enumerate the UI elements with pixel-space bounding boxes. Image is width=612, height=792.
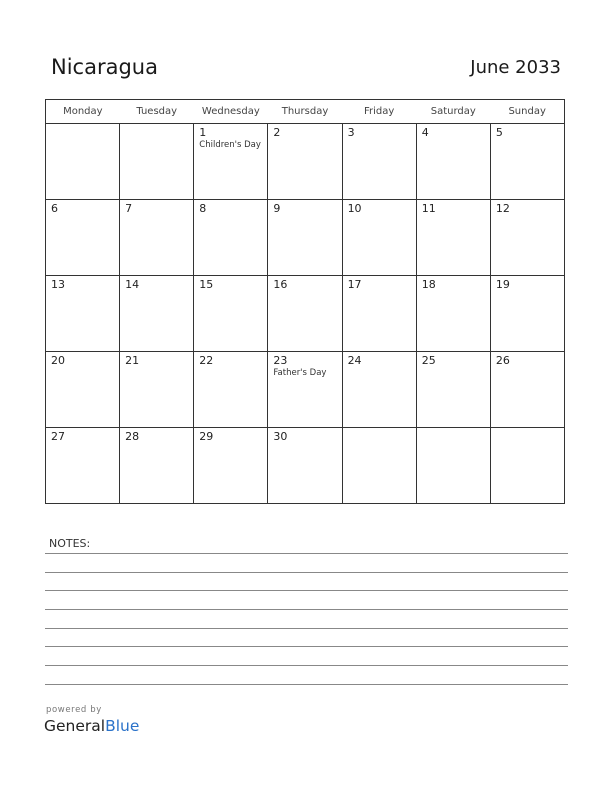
day-number: 9 — [273, 202, 281, 215]
day-number: 15 — [199, 278, 214, 291]
day-cell — [120, 124, 194, 200]
logo-general: General — [44, 717, 106, 735]
day-cell — [416, 124, 490, 200]
day-number: 22 — [199, 354, 214, 367]
day-number: 11 — [421, 202, 436, 215]
calendar-grid — [45, 99, 565, 504]
day-cell — [268, 428, 342, 504]
day-cell — [46, 200, 120, 276]
day-number: 14 — [125, 278, 140, 291]
day-number: 2 — [273, 126, 281, 139]
notes-line — [45, 684, 568, 685]
week-row — [46, 200, 565, 276]
day-cell — [120, 428, 194, 504]
day-cell — [416, 276, 490, 352]
day-number: 19 — [495, 278, 510, 291]
day-cell — [268, 200, 342, 276]
week-row — [46, 428, 565, 504]
day-number: 21 — [125, 354, 140, 367]
day-number: 1 — [199, 126, 207, 139]
day-number: 12 — [495, 202, 510, 215]
day-number: 17 — [347, 278, 362, 291]
powered-by-text: powered by — [46, 705, 102, 715]
day-number: 29 — [199, 430, 214, 443]
day-cell — [490, 124, 564, 200]
notes-line — [45, 646, 568, 647]
day-number: 10 — [347, 202, 362, 215]
day-number: 23 — [273, 354, 288, 367]
notes-line — [45, 665, 568, 666]
day-cell — [46, 124, 120, 200]
day-number: 26 — [495, 354, 510, 367]
weekday-sunday: Sunday — [490, 100, 564, 124]
notes-line — [45, 590, 568, 591]
day-number: 30 — [273, 430, 288, 443]
day-cell — [194, 200, 268, 276]
day-cell — [46, 352, 120, 428]
day-number: 24 — [347, 354, 362, 367]
day-cell — [194, 276, 268, 352]
week-row — [46, 276, 565, 352]
weekday-friday: Friday — [342, 100, 416, 124]
logo-blue: Blue — [105, 717, 140, 735]
generalblue-logo — [44, 717, 139, 735]
day-cell — [120, 276, 194, 352]
weekday-saturday: Saturday — [416, 100, 490, 124]
day-number: 27 — [51, 430, 65, 443]
week-row — [46, 124, 565, 200]
calendar-country-title: Nicaragua — [51, 55, 158, 79]
notes-line — [45, 553, 568, 554]
day-number: 8 — [199, 202, 207, 215]
day-number: 6 — [51, 202, 58, 215]
holiday-label: Father's Day — [273, 368, 327, 378]
day-number: 20 — [51, 354, 65, 367]
day-number: 18 — [421, 278, 436, 291]
day-cell — [490, 352, 564, 428]
day-cell — [46, 276, 120, 352]
day-cell — [416, 428, 490, 504]
day-cell — [120, 352, 194, 428]
weekday-thursday: Thursday — [268, 100, 342, 124]
day-cell — [342, 200, 416, 276]
day-cell — [416, 352, 490, 428]
day-cell — [194, 124, 268, 200]
day-cell — [490, 200, 564, 276]
day-number: 13 — [51, 278, 65, 291]
week-row — [46, 352, 565, 428]
day-number: 16 — [273, 278, 288, 291]
day-cell — [342, 124, 416, 200]
day-number: 5 — [495, 126, 503, 139]
weekday-header-row — [46, 100, 565, 124]
notes-label: NOTES: — [49, 537, 91, 550]
day-cell — [342, 352, 416, 428]
day-cell — [342, 428, 416, 504]
day-number: 28 — [125, 430, 140, 443]
day-cell — [268, 276, 342, 352]
day-number: 3 — [347, 126, 355, 139]
day-cell — [194, 428, 268, 504]
weekday-wednesday: Wednesday — [194, 100, 268, 124]
day-cell — [490, 276, 564, 352]
day-cell — [490, 428, 564, 504]
day-cell — [120, 200, 194, 276]
day-cell — [342, 276, 416, 352]
day-cell — [416, 200, 490, 276]
weekday-monday: Monday — [46, 100, 120, 124]
day-number: 7 — [125, 202, 133, 215]
day-number: 25 — [421, 354, 436, 367]
day-cell — [268, 352, 342, 428]
day-cell — [194, 352, 268, 428]
weekday-tuesday: Tuesday — [120, 100, 194, 124]
notes-line — [45, 572, 568, 573]
calendar-month-title: June 2033 — [470, 57, 561, 78]
day-cell — [268, 124, 342, 200]
holiday-label: Children's Day — [199, 140, 261, 150]
day-cell — [46, 428, 120, 504]
notes-line — [45, 609, 568, 610]
day-number: 4 — [421, 126, 429, 139]
notes-line — [45, 628, 568, 629]
